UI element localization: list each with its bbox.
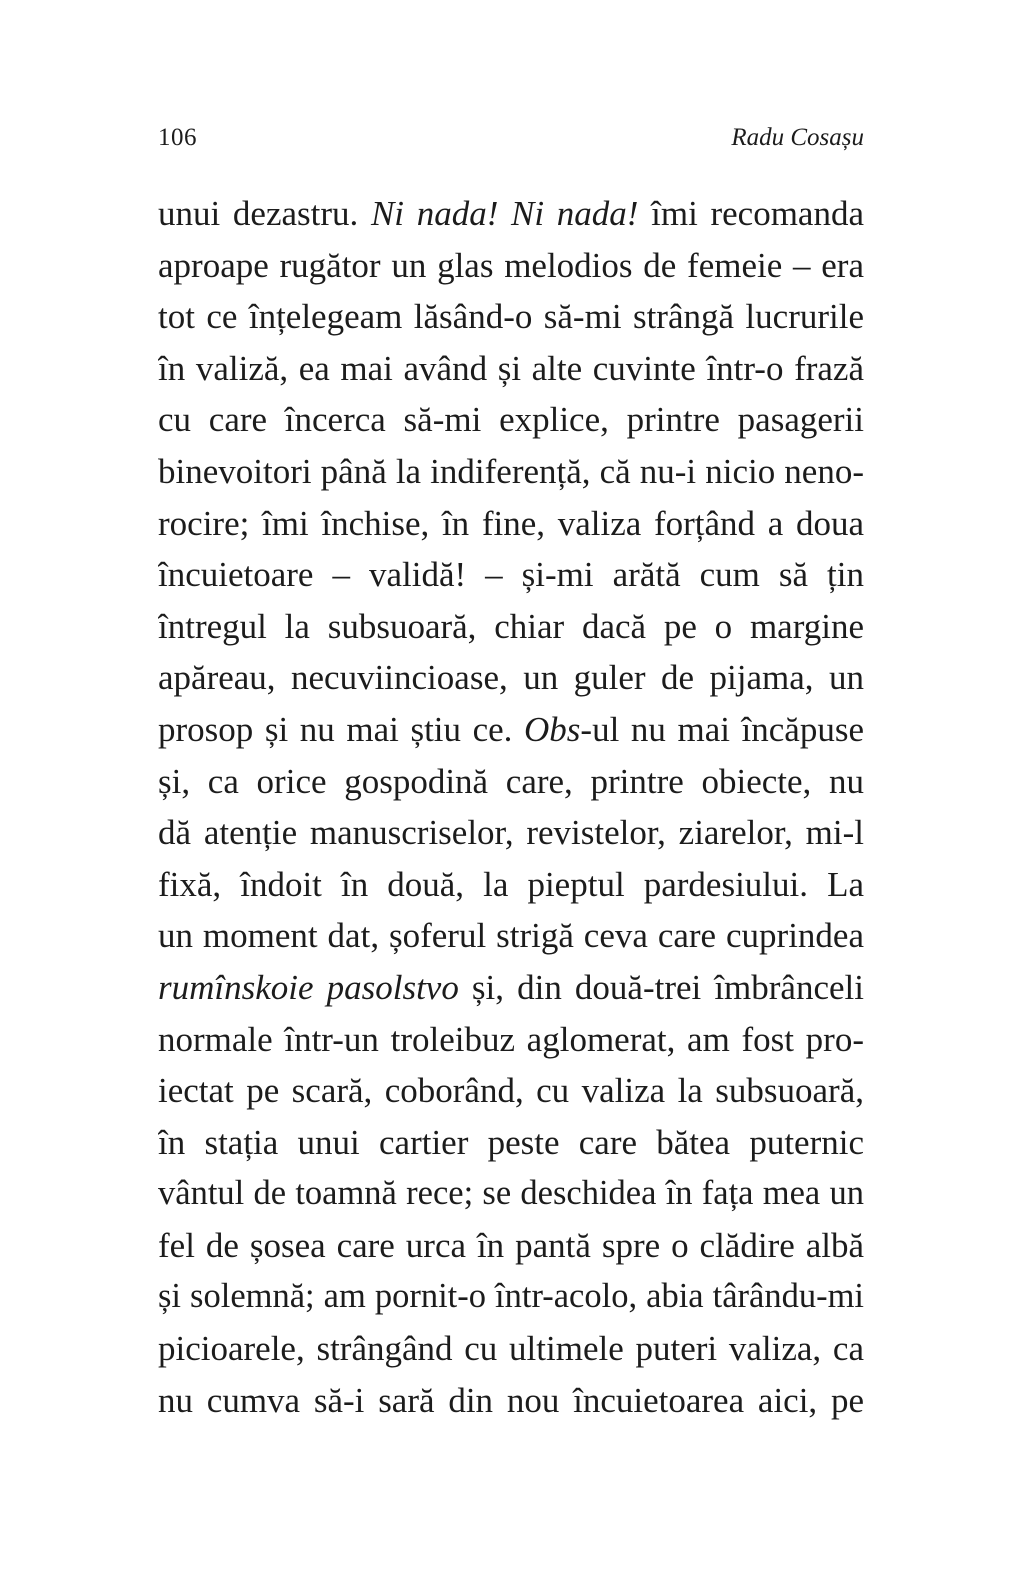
text-line: [158, 704, 864, 756]
text-line: iectat pe scară, coborând, cu valiza la subsuoară,: [158, 1071, 864, 1111]
page-header: [158, 124, 864, 152]
text-segment: îmi recomanda: [638, 194, 864, 233]
text-line: rocire; îmi închise, în fine, valiza forțând a doua: [158, 503, 864, 543]
italic-phrase: Obs: [524, 709, 581, 749]
text-line: un moment dat, șoferul strigă ceva care cuprindea: [158, 916, 864, 956]
text-line: întregul la subsuoară, chiar dacă pe o margine: [158, 606, 864, 646]
text-line: în valiză, ea mai având și alte cuvinte într-o frază: [158, 348, 864, 388]
text-line: [158, 188, 864, 240]
text-segment: unui dezastru.: [158, 194, 371, 233]
text-line: vântul de toamnă rece; se deschidea în fața mea un: [158, 1174, 864, 1213]
page-number: 106: [158, 124, 197, 151]
text-line: încuietoare – validă! – și-mi arătă cum să țin: [158, 555, 864, 595]
text-segment: -ul nu mai încăpuse: [580, 709, 864, 749]
text-line: tot ce înțelegeam lăsând-o să-mi strângă lucrurile: [158, 297, 864, 337]
running-head-author: Radu Cosașu: [731, 124, 864, 151]
text-line: cu care încerca să-mi explice, printre pasagerii: [158, 400, 864, 440]
text-segment: și, din două-trei îmbrânceli: [458, 967, 864, 1007]
text-line: dă atenție manuscriselor, revistelor, ziarelor, mi-l: [158, 813, 864, 853]
text-line: și solemnă; am pornit-o într-acolo, abia târându-mi: [158, 1277, 864, 1316]
italic-phrase: Ni nada! Ni nada!: [370, 194, 639, 233]
text-line: nu cumva să-i sară din nou încuietoarea aici, pe: [158, 1380, 864, 1420]
text-line: normale într-un troleibuz aglomerat, am fost pro-: [158, 1019, 864, 1059]
text-line: fel de șosea care urca în pantă spre o clădire albă: [158, 1225, 864, 1265]
body-text: [158, 188, 864, 1426]
text-line: binevoitori până la indiferență, că nu-i nicio neno-: [158, 451, 864, 491]
italic-phrase: rumînskoie pasolstvo: [158, 967, 459, 1007]
text-line: aproape rugător un glas melodios de femeie – era: [158, 245, 864, 285]
text-line: în stația unui cartier peste care bătea puternic: [158, 1122, 864, 1162]
text-segment: prosop și nu mai știu ce.: [158, 709, 525, 749]
text-line: picioarele, strângând cu ultimele puteri valiza, ca: [158, 1329, 864, 1369]
text-line: și, ca orice gospodină care, printre obiecte, nu: [158, 761, 864, 801]
text-line: fixă, îndoit în două, la pieptul pardesiului. La: [158, 864, 864, 904]
text-line: apăreau, necuviincioase, un guler de pijama, un: [158, 658, 864, 698]
text-line: [158, 962, 864, 1014]
